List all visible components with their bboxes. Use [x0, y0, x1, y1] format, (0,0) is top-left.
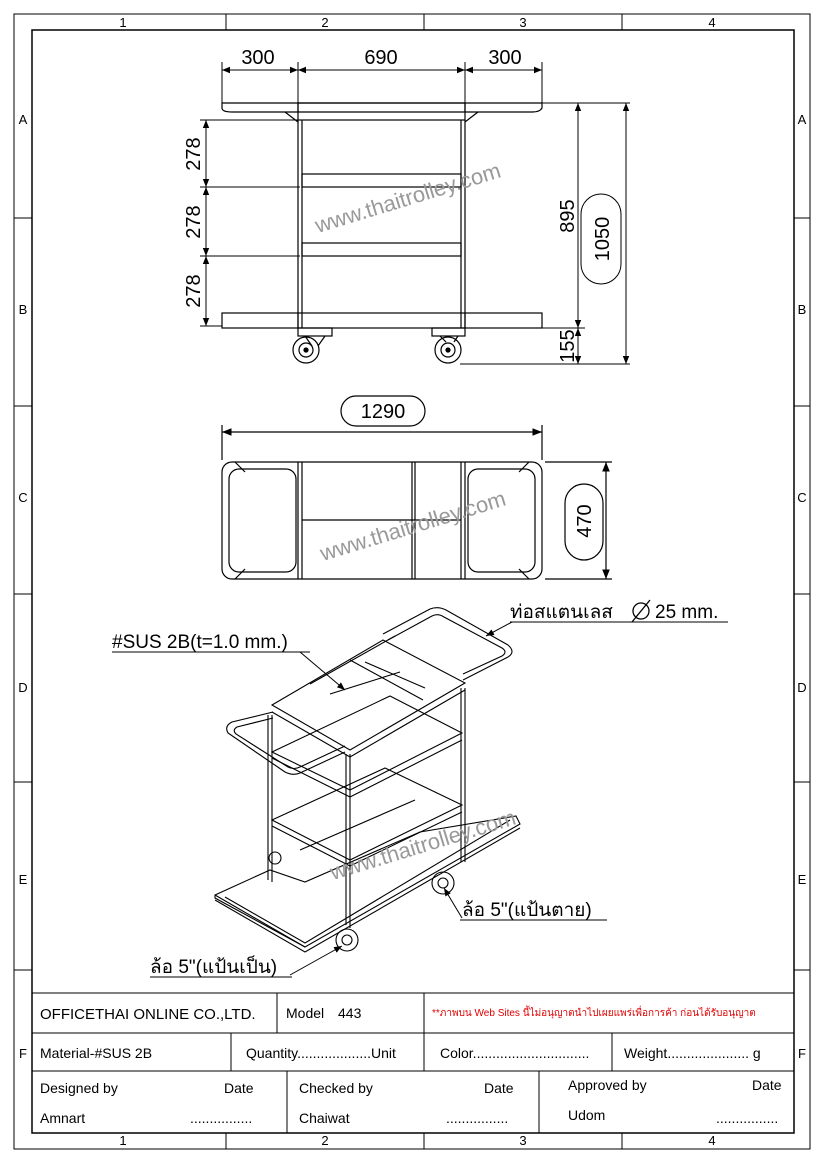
dim-shelf-2: 278 — [183, 205, 205, 239]
dim-top-mid: 690 — [364, 47, 398, 69]
dim-length: 1290 — [360, 401, 406, 423]
row-label-f-right: F — [798, 1046, 806, 1061]
designed-by-label: Designed by — [40, 1080, 118, 1096]
col-label-2-bottom: 2 — [321, 1133, 329, 1148]
dim-total-height: 1050 — [592, 216, 614, 262]
diameter-icon — [632, 600, 650, 622]
watermark-top: www.thaitrolley.com — [316, 485, 509, 566]
callout-caster-fixed: ล้อ 5"(แป้นตาย) — [462, 900, 592, 921]
callout-tube-size: 25 mm. — [655, 602, 719, 623]
col-label-3-bottom: 3 — [519, 1133, 527, 1148]
col-label-4-top: 4 — [708, 15, 716, 30]
approved-by-name: Udom — [568, 1107, 606, 1123]
approved-date: ................ — [716, 1110, 779, 1126]
dim-shelf-1: 278 — [183, 137, 205, 171]
color-field: Color.............................. — [440, 1045, 590, 1061]
row-label-d-left: D — [18, 680, 28, 695]
col-label-1-bottom: 1 — [119, 1133, 127, 1148]
dim-top-left: 300 — [241, 47, 275, 69]
row-label-a-right: A — [797, 112, 807, 127]
checked-date: ................ — [446, 1110, 509, 1126]
designed-date-label: Date — [224, 1080, 254, 1096]
row-label-c-right: C — [797, 490, 807, 505]
dim-shelf-3: 278 — [183, 274, 205, 308]
dim-width: 470 — [574, 504, 596, 538]
row-label-c-left: C — [18, 490, 28, 505]
row-label-e-left: E — [18, 872, 28, 887]
col-label-3-top: 3 — [519, 15, 527, 30]
checked-by-name: Chaiwat — [299, 1110, 350, 1126]
col-label-4-bottom: 4 — [708, 1133, 716, 1148]
approved-by-label: Approved by — [568, 1077, 647, 1093]
checked-by-label: Checked by — [299, 1080, 373, 1096]
col-label-2-top: 2 — [321, 15, 329, 30]
quantity-field: Quantity...................Unit — [246, 1045, 396, 1061]
row-label-e-right: E — [797, 872, 807, 887]
front-casters — [293, 328, 465, 363]
callout-leaders — [112, 622, 728, 977]
row-label-f-left: F — [19, 1046, 27, 1061]
notice-text: **ภาพบน Web Sites นี้ไม่อนุญาตนำไปเผยแพร่เพื่อการค้า ก่อนได้รับอนุญาต — [432, 1008, 756, 1019]
weight-field: Weight..................... g — [624, 1045, 761, 1061]
watermark-front: www.thaitrolley.com — [311, 157, 504, 238]
designed-by-name: Amnart — [40, 1110, 86, 1126]
row-label-b-left: B — [18, 302, 28, 317]
designed-date: ................ — [190, 1110, 253, 1126]
material-field: Material-#SUS 2B — [40, 1045, 153, 1061]
callout-caster-swivel: ล้อ 5"(แป้นเป็น) — [150, 957, 278, 978]
row-label-a-left: A — [18, 112, 28, 127]
row-label-d-right: D — [797, 680, 807, 695]
callout-tube: ท่อสแตนเลส — [510, 602, 613, 623]
checked-date-label: Date — [484, 1080, 514, 1096]
approved-date-label: Date — [752, 1077, 782, 1093]
watermark-iso: www.thaitrolley.com — [326, 804, 519, 885]
row-label-b-right: B — [797, 302, 807, 317]
dim-wheel-height: 155 — [557, 329, 579, 363]
top-view — [222, 396, 612, 579]
company-name: OFFICETHAI ONLINE CO.,LTD. — [40, 1006, 256, 1023]
dim-top-right: 300 — [488, 47, 522, 69]
callout-material: #SUS 2B(t=1.0 mm.) — [112, 632, 288, 653]
model-value: 443 — [338, 1005, 362, 1021]
col-label-1-top: 1 — [119, 15, 127, 30]
model-label: Model — [286, 1005, 325, 1021]
dim-frame-height: 895 — [557, 199, 579, 233]
